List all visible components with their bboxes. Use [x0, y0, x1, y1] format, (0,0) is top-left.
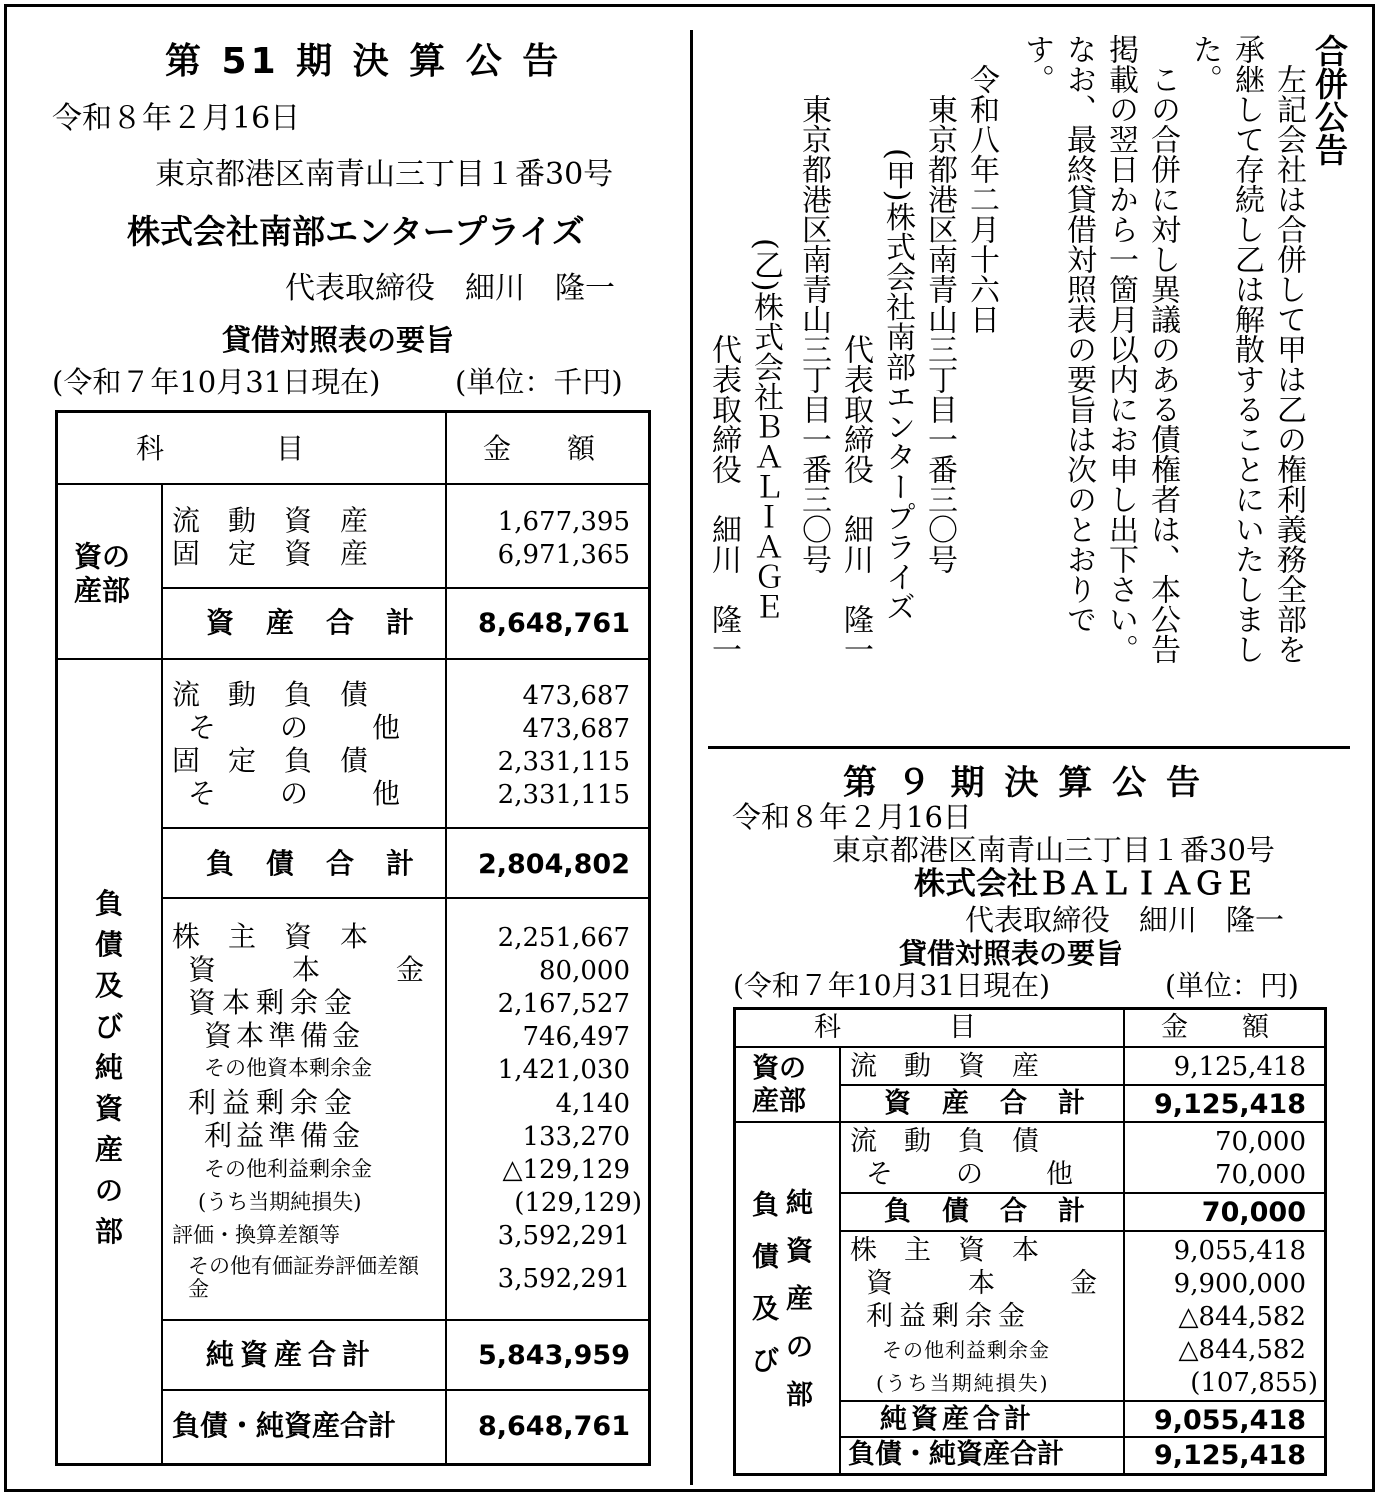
row-label: その他利益剰余金	[882, 1338, 1050, 1362]
section-divider	[708, 746, 1350, 749]
merger-line: た。	[1187, 34, 1222, 94]
row-label: 評価・換算差額等	[172, 1223, 340, 1247]
right-company: 株式会社ＢＡＬＩＡＧＥ	[914, 866, 1255, 902]
left-unit: (単位：千円)	[455, 365, 623, 399]
right-address: 東京都港区南青山三丁目１番30号	[832, 833, 1275, 867]
row-value: △844,582	[1178, 1335, 1306, 1365]
row-label: 株 主 資 本	[172, 920, 369, 953]
right-representative: 代表取締役 細川 隆一	[965, 903, 1285, 937]
row-label: 資 本 金	[866, 1268, 1121, 1299]
row-label: 利益剰余金	[188, 1086, 359, 1119]
merger-line: 承継して存続し乙は解散することにいたしまし	[1229, 34, 1264, 664]
right-bs-title: 貸借対照表の要旨	[899, 937, 1124, 970]
row-label: 流 動 資 産	[850, 1051, 1039, 1082]
row-value: 9,900,000	[1173, 1269, 1306, 1299]
row-label: その他資本剰余金	[204, 1056, 372, 1080]
row-value: 9,125,418	[1173, 1052, 1306, 1082]
row-label: 負 債 合 計	[206, 847, 417, 880]
row-label: 資 産 合 計	[884, 1088, 1087, 1119]
right-balance-table	[733, 1007, 1327, 1476]
row-label: そ の 他	[866, 1159, 1091, 1190]
row-value: 3,592,291	[497, 1221, 630, 1251]
row-value: 2,167,527	[497, 989, 630, 1019]
row-value: (129,129)	[514, 1188, 642, 1218]
row-value: 473,687	[522, 681, 630, 711]
section-equity: 純資産の部	[786, 1188, 813, 1411]
section-assets: 資の産部	[74, 540, 131, 607]
left-balance-table	[55, 410, 651, 1466]
left-bs-title: 貸借対照表の要旨	[222, 323, 455, 357]
section-liabilities: 負債及び	[752, 1190, 779, 1377]
row-label: 資 産 合 計	[206, 606, 417, 639]
row-label: 固 定 資 産	[172, 537, 369, 570]
row-label: 流 動 資 産	[172, 504, 369, 537]
row-label: 負 債 合 計	[884, 1196, 1087, 1227]
merger-rep-a: 代表取締役 細川 隆一	[838, 334, 873, 664]
row-value: 5,843,959	[477, 1340, 630, 1371]
left-address: 東京都港区南青山三丁目１番30号	[155, 157, 614, 192]
row-label: 利益準備金	[204, 1119, 365, 1152]
row-value: 1,677,395	[497, 507, 630, 537]
row-label: そ の 他	[188, 777, 419, 810]
merger-address-a: 東京都港区南青山三丁目一番三〇号	[922, 94, 957, 574]
row-value: 473,687	[522, 714, 630, 744]
row-label: 資 本 金	[188, 953, 449, 986]
section-liabilities-equity: 負債及び純資産の部	[95, 887, 124, 1248]
row-label: 資本剰余金	[188, 986, 359, 1019]
row-value: 9,055,418	[1173, 1236, 1306, 1266]
merger-date: 令和八年二月十六日	[964, 64, 999, 334]
merger-company-b: (乙)株式会社ＢＡＬＩＡＧＥ	[748, 238, 783, 622]
row-value: 746,497	[522, 1022, 630, 1052]
merger-line: す。	[1019, 34, 1054, 94]
row-value: 8,648,761	[477, 1411, 630, 1442]
row-value: 133,270	[522, 1122, 630, 1152]
merger-line: 左記会社は合併して甲は乙の権利義務全部を	[1271, 64, 1306, 664]
column-divider	[690, 30, 693, 1485]
merger-company-a: (甲)株式会社南部エンタープライズ	[880, 148, 915, 622]
row-label: (うち当期純損失)	[876, 1371, 1050, 1395]
row-value: 2,251,667	[497, 923, 630, 953]
row-value: 3,592,291	[497, 1264, 630, 1294]
row-label: 負債・純資産合計	[848, 1439, 1064, 1470]
row-value: 9,125,418	[1153, 1089, 1306, 1120]
row-value: 70,000	[1215, 1160, 1306, 1190]
merger-line: この合併に対し異議のある債権者は、本公告	[1145, 64, 1180, 664]
row-value: 4,140	[555, 1089, 630, 1119]
merger-address-b: 東京都港区南青山三丁目一番三〇号	[796, 94, 831, 574]
right-title: 第 ９ 期 決 算 公 告	[843, 763, 1205, 803]
row-label: 利益剰余金	[866, 1301, 1031, 1332]
row-value: 2,804,802	[477, 849, 630, 880]
row-label: (うち当期純損失)	[198, 1190, 362, 1214]
left-date: 令和８年２月16日	[52, 101, 301, 136]
row-value: 2,331,115	[497, 747, 630, 777]
right-unit: (単位：円)	[1165, 969, 1299, 1002]
row-label: 負債・純資産合計	[172, 1409, 397, 1442]
row-value: 70,000	[1201, 1197, 1306, 1228]
section-assets: 資の産部	[752, 1053, 806, 1117]
header-item: 科 目	[814, 1012, 976, 1043]
row-value: 70,000	[1215, 1127, 1306, 1157]
row-value: 80,000	[539, 956, 630, 986]
row-value: 9,055,418	[1153, 1405, 1306, 1436]
merger-rep-b: 代表取締役 細川 隆一	[706, 334, 741, 664]
row-value: (107,855)	[1190, 1368, 1318, 1398]
row-value: 8,648,761	[477, 608, 630, 639]
row-label: 資本準備金	[204, 1019, 365, 1052]
row-label: その他有価証券評価差額金	[188, 1254, 419, 1301]
merger-line: 掲載の翌日から一箇月以内にお申し出下さい。	[1103, 34, 1138, 664]
merger-line: なお、最終貸借対照表の要旨は次のとおりで	[1061, 34, 1096, 634]
right-date: 令和８年２月16日	[732, 800, 972, 834]
row-label: 純資産合計	[880, 1404, 1035, 1435]
row-label: その他利益剰余金	[204, 1157, 372, 1181]
row-label: そ の 他	[188, 711, 419, 744]
row-value: 9,125,418	[1153, 1440, 1306, 1471]
header-item: 科 目	[136, 432, 305, 465]
header-amount: 金 額	[1161, 1012, 1269, 1043]
row-value: 2,331,115	[497, 780, 630, 810]
left-as-of: (令和７年10月31日現在)	[52, 365, 381, 399]
right-as-of: (令和７年10月31日現在)	[733, 969, 1051, 1002]
merger-title: 合併公告	[1310, 34, 1349, 166]
row-label: 流 動 負 債	[172, 678, 369, 711]
row-value: △129,129	[502, 1155, 630, 1185]
row-label: 株 主 資 本	[850, 1235, 1039, 1266]
row-value: 6,971,365	[497, 540, 630, 570]
left-company: 株式会社南部エンタープライズ	[127, 212, 585, 251]
row-value: △844,582	[1178, 1302, 1306, 1332]
row-label: 固 定 負 債	[172, 744, 369, 777]
left-representative: 代表取締役 細川 隆一	[285, 271, 615, 306]
row-label: 流 動 負 債	[850, 1126, 1039, 1157]
left-title: 第 51 期 決 算 公 告	[165, 41, 563, 82]
row-value: 1,421,030	[497, 1055, 630, 1085]
row-label: 純資産合計	[206, 1338, 377, 1371]
header-amount: 金 額	[483, 432, 596, 465]
